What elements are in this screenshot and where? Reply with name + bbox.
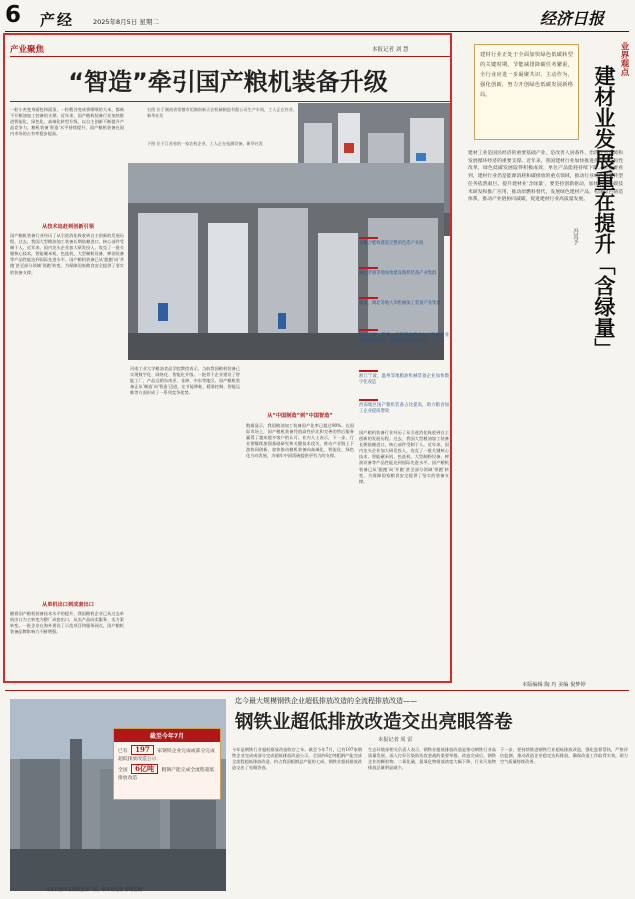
highlight-item [359, 399, 449, 415]
byline: 本报记者 刘 慧 [372, 47, 409, 53]
infobox-line [114, 763, 220, 782]
column-tag-rule [10, 56, 450, 57]
infobox-prefix: 全国 [118, 768, 128, 773]
bottom-headline: 钢铁业超低排放改造交出亮眼答卷 [235, 712, 513, 733]
bottom-body-3: 下一步，要持续推进钢铁行业超低排放改造，强化监督帮扶，严格评估监测，推动改造企业稳定达标排放，确保改造工作取得实效，助力空气质量持续改善。 [500, 747, 628, 765]
column-tag: 产业聚焦 [10, 45, 45, 55]
highlight-text: 江苏无锡、常熟、江阴等地粮食加工装备产业形成规模效应，以智能化为主攻方向 [359, 333, 449, 345]
lead-paragraph: 一粒小麦变身面包和面条，一粒稻谷变成香喷喷的大米，都离不开粮油加工装备的支撑。近年来，国产粮机装备行业加快推进智能化、绿色化、高端化转型升级，以自主创新不断提升产品竞争力，粮机装备‘智造’水平持续提升，国产粮机装备在国内市场的占有率稳步提高。 [10, 107, 124, 137]
body-continued: 国产粮机装备行业经历了从引进消化吸收到自主创新的发展历程。过去，我国大型粮油加工装备长期依赖进口，核心部件受制于人。近年来，国内龙头企业加大研发投入，攻克了一批关键核心技术，智能碾米机、色选机、大型制粉设备、榨油设备等产品性能达到国际先进水平。国产粮机装备已从‘跟跑’向‘并跑’甚至部分领域‘领跑’转变，为保障国家粮食安全提供了坚实的装备支撑。 [359, 430, 449, 484]
sub-heading-innovation: 从技术追赶到创新引领 [42, 224, 94, 230]
bottom-byline: 本报记者 周 雷 [378, 737, 413, 743]
sidebar-editors: 本版编辑 陶 玙 美编 倪梦婷 [522, 682, 586, 688]
section-name: 产经 [40, 11, 75, 29]
headline-rule [10, 101, 450, 102]
bottom-section-rule [5, 690, 629, 691]
sidebar-headline: 建材业发展重在提升「含绿量」 [592, 65, 616, 359]
highlight-text: 湖南、湖北等地大米机械加工装备产业集群 [359, 301, 441, 306]
highlight-item [359, 297, 449, 307]
highlight-item [359, 329, 449, 345]
sub-heading-export: 从单机出口到成套出口 [42, 602, 94, 608]
infobox-suffix: 粗钢产能完成全流程超低排放改造 [118, 768, 215, 781]
issue-date: 2025年8月5日 星期二 [93, 18, 159, 26]
sidebar-intro-box [474, 44, 579, 140]
sidebar-body: 建材工业是国民经济的重要基础产业，是改善人居条件、治理生态环境和发展循环经济的重要支撑。近年来，我国建材行业加快推进供给侧结构性改革，绿色低碳发展取得积极成效，单位产品能耗持续下降。但也要看到，建材行业仍是能源消耗和碳排放的重点领域，推动行业绿色低碳转型任务依然艰巨。提升建材业‘含绿量’，要坚持创新驱动，加快节能降碳技术研发和推广应用，推动原燃料替代，发展绿色建材产品，构建绿色制造体系，推动产业链协同减碳，促进建材行业高质量发展。 [468, 151, 623, 203]
body-innovation: 国产粮机装备行业经历了从引进消化吸收到自主创新的发展历程。过去，我国大型粮油加工装备长期依赖进口，核心部件受制于人。近年来，国内龙头企业加大研发投入，攻克了一批关键核心技术，智能碾米机、色选机、大型制粉设备、榨油设备等产品性能达到国际先进水平。国产粮机装备已从‘跟跑’向‘并跑’甚至部分领域‘领跑’转变，为保障国家粮食安全提供了坚实的装备支撑。 [10, 233, 124, 275]
highlight-text: 浙江宁波、温州等地粮油机械装备企业加快数字化改造 [359, 374, 449, 386]
infobox-line [114, 742, 220, 763]
photo-caption-bottom: 下图 位于江苏省的一家农机企业，工人正在检测设备。新华社发 [147, 141, 263, 146]
infobox-number: 197 [131, 745, 154, 755]
highlights-panel [359, 237, 449, 425]
bottom-body-1: 今年是钢铁行业超低排放改造收官之年。截至今年7月，已有197家钢铁企业完成或部分完成超低排放改造公示，全国约6亿吨粗钢产能完成全流程超低排放改造，约占我国粗钢总产能的七成。钢铁业超低排放改造交出了亮眼答卷。 [232, 747, 362, 771]
infobox-prefix: 已有 [118, 749, 128, 754]
highlight-text: 西南地区国产粮机装备占比提高，助力粮食加工企业提质增效 [359, 403, 449, 415]
photo-caption-top: 右图 位于湖南省常德市的湖南新天农机械制造有限公司生产车间，工人正在作业。新华社发 [147, 107, 297, 118]
highlight-item [359, 267, 449, 277]
steel-photo-caption: 山东日照市某钢铁企业厂区。新华社记者 郭绪雷摄 [46, 888, 142, 893]
newspaper-logo: 经济日报 [540, 9, 605, 28]
highlight-item [359, 370, 449, 386]
highlight-item [359, 237, 449, 247]
sidebar-label: 业界观点 [619, 42, 629, 76]
highlight-text: 湖北孝感等地加快建设粮机装备产业集群 [359, 271, 437, 276]
article-headline: “智造”牵引国产粮机装备升级 [68, 68, 388, 96]
sidebar-intro: 建材行业正处于全面加快绿色低碳转型的关键时期，节能减排降碳任务繁重，全行业应进一步凝聚共识、主动作为，强化创新，努力开创绿色低碳发展新格局。 [480, 52, 573, 98]
bottom-body-2: 生态环境部相关负责人表示，钢铁业超低排放改造是推动钢铁行业高质量发展、深入打好污染防治攻坚战的重要举措。改造完成后，钢铁企业的颗粒物、二氧化硫、氮氧化物排放浓度大幅下降，行业污染物排放总量明显减少。 [368, 747, 496, 771]
sidebar-author: 冯其予 [572, 228, 578, 245]
page-number: 6 [5, 2, 22, 28]
infobox-number: 6亿吨 [131, 764, 158, 774]
infobox-header: 截至今年7月 [114, 729, 220, 742]
masthead [0, 0, 635, 33]
highlight-text: 安徽合肥构建起完整的色选产业链 [359, 241, 424, 246]
infobox-suffix: 家钢铁企业完成或部分完成超低排放改造公示 [118, 749, 215, 762]
body-export: 随着国产粮机装备技术水平的提升，我国粮机企业已从过去单机出口为主转变为整厂成套出口，从卖产品向卖服务、卖方案转变。一批企业在海外建设了示范项目和服务网点，国产粮机装备品牌影响力不断增强。 [10, 611, 124, 635]
stats-infobox [113, 728, 221, 800]
masthead-rule [5, 31, 629, 32]
body-smart-manufacturing: 数据显示，我国粮油加工装备国产化率已超过90%。在国际市场上，国产粮机装备凭借高性价比和完善的售后服务赢得了越来越多客户的认可。业内人士表示，下一步，行业要继续加强基础研究和关键技术攻关，推动产业链上下游协同创新，加快推动粮机装备向高端化、智能化、绿色化方向发展，为端牢中国饭碗提供更有力的支撑。 [246, 423, 354, 459]
body-industry-view: 河南工业大学粮油食品学院教授表示，当前我国粮机装备已实现数字化、网络化、智能化升级。一批骨干企业建设了智能工厂，产品远销东南亚、非洲、中东等地区。国产粮机装备正从‘制造’向‘智造’迈进，在节能降耗、精准控制、智能运维等方面形成了一系列竞争优势。 [130, 366, 240, 396]
bottom-kicker: 迄今最大规模钢铁企业超低排放改造的全流程排放改造—— [235, 697, 417, 705]
sub-heading-smart-manufacturing: 从“中国制造”到“中国智造” [267, 413, 333, 419]
